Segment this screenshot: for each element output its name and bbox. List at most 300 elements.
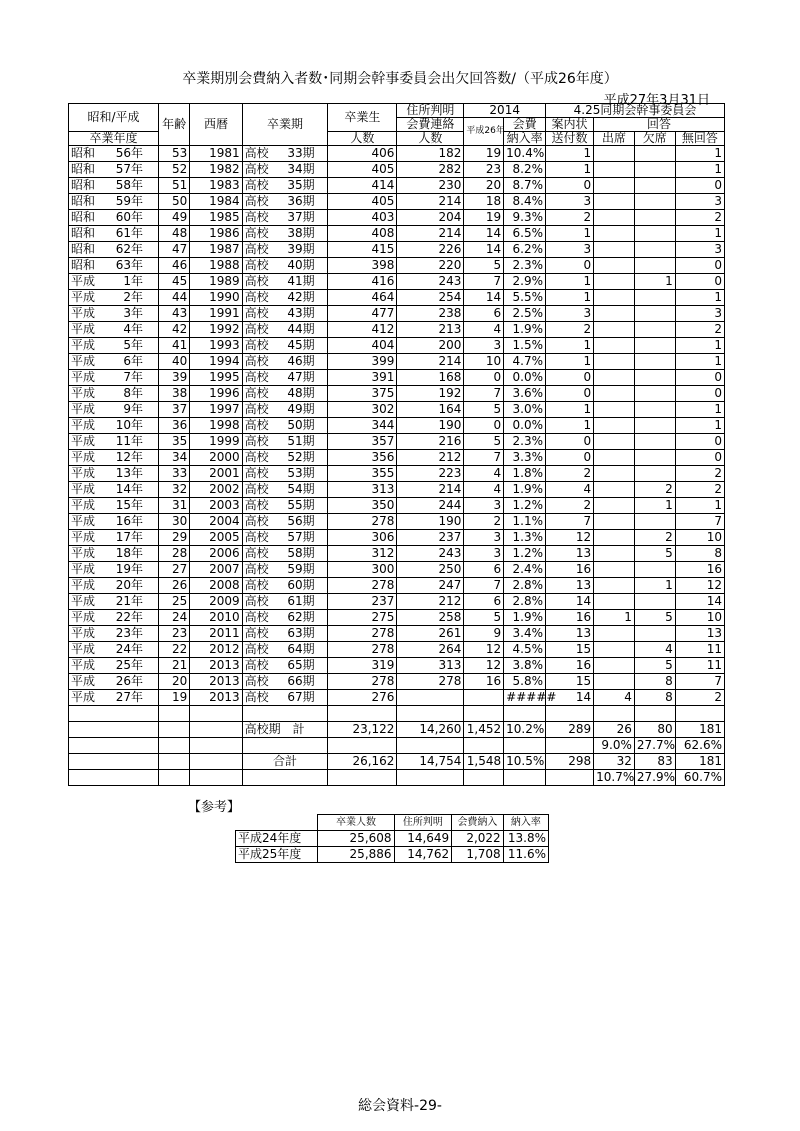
total-grads: 26,162 — [328, 754, 397, 770]
row-era: 平成 — [71, 530, 96, 544]
row-era: 平成 — [71, 546, 96, 560]
row-noanswer: 2 — [675, 482, 724, 498]
row-age: 29 — [158, 530, 189, 546]
row-attend — [594, 370, 635, 386]
row-seireki: 1998 — [190, 418, 242, 434]
row-attend: 1 — [594, 610, 635, 626]
row-seireki: 1981 — [190, 146, 242, 162]
row-term — [242, 386, 328, 402]
row-term-unit: 期 — [302, 226, 315, 240]
document-date: 平成27年3月31日 — [603, 93, 710, 108]
row-term-unit: 期 — [302, 386, 315, 400]
table-row — [69, 498, 725, 514]
total-notice: 298 — [546, 754, 594, 770]
row-attend — [594, 258, 635, 274]
row-year-unit: 年 — [131, 578, 144, 592]
row-noanswer: 1 — [675, 354, 724, 370]
row-rate: 2.8% — [504, 594, 546, 610]
row-year-unit: 年 — [131, 514, 144, 528]
row-paid: 9 — [464, 626, 504, 642]
row-year: 13 — [115, 466, 132, 480]
row-noanswer: 8 — [675, 546, 724, 562]
row-year: 11 — [115, 434, 132, 448]
row-year-unit: 年 — [131, 674, 144, 688]
header-committee: 4.25同期会幹事委員会 — [546, 104, 725, 118]
header-addr-line2: 会費連絡 — [397, 118, 464, 132]
row-grads: 319 — [328, 658, 397, 674]
header-seireki: 西暦 — [190, 104, 242, 146]
table-row — [69, 690, 725, 706]
row-notice: 14 — [546, 594, 594, 610]
row-grads: 404 — [328, 338, 397, 354]
row-school: 高校 — [244, 210, 269, 224]
row-rate: 3.6% — [504, 386, 546, 402]
row-term — [242, 402, 328, 418]
row-attend — [594, 498, 635, 514]
row-addr: 247 — [397, 578, 464, 594]
row-seireki: 1995 — [190, 370, 242, 386]
page-footer: 総会資料-29- — [358, 1098, 442, 1114]
row-addr: 190 — [397, 418, 464, 434]
row-age: 25 — [158, 594, 189, 610]
row-noanswer: 10 — [675, 530, 724, 546]
table-row — [69, 370, 725, 386]
row-era-year — [69, 274, 159, 290]
row-addr: 244 — [397, 498, 464, 514]
row-grads: 350 — [328, 498, 397, 514]
row-noanswer: 0 — [675, 274, 724, 290]
row-year: 21 — [115, 594, 132, 608]
row-absent: 5 — [634, 546, 675, 562]
row-notice: 4 — [546, 482, 594, 498]
row-term-number: 44 — [287, 322, 303, 336]
row-attend — [594, 274, 635, 290]
row-term-unit: 期 — [302, 658, 315, 672]
row-era: 昭和 — [71, 178, 96, 192]
table-row — [69, 338, 725, 354]
row-school: 高校 — [244, 226, 269, 240]
row-term — [242, 242, 328, 258]
row-absent — [634, 210, 675, 226]
row-seireki: 2003 — [190, 498, 242, 514]
row-year-unit: 年 — [131, 690, 144, 704]
row-absent — [634, 178, 675, 194]
row-school: 高校 — [244, 274, 269, 288]
row-addr: 220 — [397, 258, 464, 274]
row-school: 高校 — [244, 594, 269, 608]
row-seireki: 1987 — [190, 242, 242, 258]
row-attend — [594, 466, 635, 482]
row-term-number: 54 — [287, 482, 303, 496]
row-seireki: 1988 — [190, 258, 242, 274]
row-addr: 168 — [397, 370, 464, 386]
total-attend-pct: 10.7% — [594, 770, 635, 786]
row-era-year — [69, 450, 159, 466]
row-noanswer: 2 — [675, 322, 724, 338]
row-year: 59 — [115, 194, 132, 208]
row-absent — [634, 194, 675, 210]
row-noanswer: 1 — [675, 402, 724, 418]
row-era-year — [69, 402, 159, 418]
table-row — [69, 578, 725, 594]
row-paid: 6 — [464, 306, 504, 322]
row-seireki: 2013 — [190, 658, 242, 674]
row-age: 52 — [158, 162, 189, 178]
row-term-unit: 期 — [302, 530, 315, 544]
row-term-unit: 期 — [302, 242, 315, 256]
row-grads: 415 — [328, 242, 397, 258]
row-era-year — [69, 290, 159, 306]
row-term-unit: 期 — [302, 306, 315, 320]
row-rate: 1.2% — [504, 546, 546, 562]
row-school: 高校 — [244, 386, 269, 400]
table-row — [69, 466, 725, 482]
row-term-unit: 期 — [302, 338, 315, 352]
row-age: 33 — [158, 466, 189, 482]
row-grads: 464 — [328, 290, 397, 306]
row-rate: 2.4% — [504, 562, 546, 578]
row-noanswer: 1 — [675, 226, 724, 242]
row-grads: 408 — [328, 226, 397, 242]
row-noanswer: 3 — [675, 242, 724, 258]
table-row — [69, 482, 725, 498]
row-seireki: 1990 — [190, 290, 242, 306]
row-grads: 412 — [328, 322, 397, 338]
row-term-unit: 期 — [302, 210, 315, 224]
row-year-unit: 年 — [131, 434, 144, 448]
row-seireki: 1994 — [190, 354, 242, 370]
row-attend — [594, 162, 635, 178]
row-term — [242, 690, 328, 706]
subtotal-absent: 80 — [634, 722, 675, 738]
row-year-unit: 年 — [131, 402, 144, 416]
row-age: 21 — [158, 658, 189, 674]
row-era-year — [69, 242, 159, 258]
row-school: 高校 — [244, 434, 269, 448]
row-notice: 0 — [546, 450, 594, 466]
row-term — [242, 658, 328, 674]
row-paid: 16 — [464, 674, 504, 690]
row-rate: 2.3% — [504, 434, 546, 450]
row-attend — [594, 642, 635, 658]
row-absent — [634, 466, 675, 482]
row-term-number: 38 — [287, 226, 303, 240]
row-term-unit: 期 — [302, 146, 315, 160]
row-term — [242, 450, 328, 466]
row-addr: 214 — [397, 194, 464, 210]
row-year-unit: 年 — [131, 626, 144, 640]
row-notice: 13 — [546, 626, 594, 642]
row-absent — [634, 626, 675, 642]
row-notice: 15 — [546, 642, 594, 658]
header-notice: 案内状 — [546, 118, 594, 132]
row-era: 平成 — [71, 322, 96, 336]
row-rate: 1.1% — [504, 514, 546, 530]
row-school: 高校 — [244, 498, 269, 512]
row-era-year — [69, 258, 159, 274]
row-era: 昭和 — [71, 146, 96, 160]
row-paid: 7 — [464, 386, 504, 402]
total-noanswer-pct: 60.7% — [675, 770, 724, 786]
row-rate: 3.0% — [504, 402, 546, 418]
reference-header — [236, 815, 549, 831]
row-age: 27 — [158, 562, 189, 578]
row-term-unit: 期 — [302, 674, 315, 688]
row-term-number: 37 — [287, 210, 303, 224]
row-paid: 12 — [464, 658, 504, 674]
row-year: 5 — [123, 338, 132, 352]
row-absent — [634, 290, 675, 306]
row-term-number: 63 — [287, 626, 303, 640]
row-term — [242, 626, 328, 642]
row-term — [242, 226, 328, 242]
row-year-unit: 年 — [131, 546, 144, 560]
row-absent: 8 — [634, 674, 675, 690]
table-row — [69, 162, 725, 178]
row-addr: 264 — [397, 642, 464, 658]
reference-header-paid: 会費納入 — [452, 815, 503, 831]
row-grads: 375 — [328, 386, 397, 402]
row-year: 14 — [115, 482, 132, 496]
row-term-unit: 期 — [302, 690, 315, 704]
row-term — [242, 146, 328, 162]
row-attend — [594, 146, 635, 162]
row-term — [242, 594, 328, 610]
row-attend: 4 — [594, 690, 635, 706]
row-seireki: 2000 — [190, 450, 242, 466]
row-year: 2 — [123, 290, 132, 304]
row-attend — [594, 210, 635, 226]
row-rate: 0.0% — [504, 418, 546, 434]
row-rate: 4.7% — [504, 354, 546, 370]
row-era-year — [69, 690, 159, 706]
row-grads: 355 — [328, 466, 397, 482]
row-absent — [634, 434, 675, 450]
row-year: 57 — [115, 162, 132, 176]
row-paid: 18 — [464, 194, 504, 210]
row-addr: 313 — [397, 658, 464, 674]
row-year: 10 — [115, 418, 132, 432]
row-era-year — [69, 562, 159, 578]
header-absent: 欠席 — [634, 132, 675, 146]
row-addr: 182 — [397, 146, 464, 162]
row-seireki: 1992 — [190, 322, 242, 338]
row-attend — [594, 546, 635, 562]
row-notice: 1 — [546, 418, 594, 434]
row-term-number: 50 — [287, 418, 303, 432]
reference-rate: 13.8% — [503, 831, 548, 847]
row-school: 高校 — [244, 162, 269, 176]
total-absent: 83 — [634, 754, 675, 770]
row-year-unit: 年 — [131, 370, 144, 384]
row-era: 平成 — [71, 482, 96, 496]
row-rate: 2.5% — [504, 306, 546, 322]
row-rate: 8.2% — [504, 162, 546, 178]
row-attend — [594, 242, 635, 258]
reference-paid: 1,708 — [452, 847, 503, 863]
row-notice: 13 — [546, 546, 594, 562]
table-row — [69, 386, 725, 402]
row-term-number: 43 — [287, 306, 303, 320]
row-paid: 3 — [464, 498, 504, 514]
row-year-unit: 年 — [131, 658, 144, 672]
row-school: 高校 — [244, 322, 269, 336]
table-row — [69, 530, 725, 546]
header-grad-year: 卒業年度 — [69, 132, 159, 146]
row-addr: 238 — [397, 306, 464, 322]
row-era-year — [69, 594, 159, 610]
row-year: 16 — [115, 514, 132, 528]
row-school: 高校 — [244, 418, 269, 432]
total-label: 合計 — [242, 754, 328, 770]
table-row — [69, 562, 725, 578]
row-seireki: 2013 — [190, 690, 242, 706]
row-grads: 414 — [328, 178, 397, 194]
row-addr: 216 — [397, 434, 464, 450]
row-era: 平成 — [71, 594, 96, 608]
row-era-year — [69, 178, 159, 194]
row-term-number: 41 — [287, 274, 303, 288]
row-absent: 2 — [634, 530, 675, 546]
row-term-number: 62 — [287, 610, 303, 624]
subtotal-label: 高校期 計 — [242, 722, 328, 738]
row-addr: 212 — [397, 450, 464, 466]
row-addr: 278 — [397, 674, 464, 690]
row-seireki: 2004 — [190, 514, 242, 530]
row-age: 19 — [158, 690, 189, 706]
row-term-number: 55 — [287, 498, 303, 512]
row-term-unit: 期 — [302, 498, 315, 512]
row-notice: 13 — [546, 578, 594, 594]
row-year-unit: 年 — [131, 210, 144, 224]
row-era-year — [69, 322, 159, 338]
row-era: 昭和 — [71, 226, 96, 240]
row-term-number: 67 — [287, 690, 303, 704]
row-school: 高校 — [244, 338, 269, 352]
row-era-year — [69, 658, 159, 674]
row-rate: ##### — [504, 690, 546, 706]
row-addr: 237 — [397, 530, 464, 546]
row-notice: 2 — [546, 498, 594, 514]
row-era: 平成 — [71, 402, 96, 416]
row-era-year — [69, 434, 159, 450]
row-term — [242, 546, 328, 562]
row-term-unit: 期 — [302, 594, 315, 608]
row-notice: 1 — [546, 290, 594, 306]
row-year-unit: 年 — [131, 306, 144, 320]
row-age: 30 — [158, 514, 189, 530]
row-era: 平成 — [71, 690, 96, 704]
row-grads: 356 — [328, 450, 397, 466]
row-addr — [397, 690, 464, 706]
row-absent: 5 — [634, 610, 675, 626]
row-notice: 3 — [546, 194, 594, 210]
row-term-number: 36 — [287, 194, 303, 208]
table-row — [69, 418, 725, 434]
row-rate: 6.5% — [504, 226, 546, 242]
row-year: 62 — [115, 242, 132, 256]
row-year-unit: 年 — [131, 610, 144, 624]
row-term-unit: 期 — [302, 258, 315, 272]
row-attend — [594, 434, 635, 450]
row-addr: 226 — [397, 242, 464, 258]
row-age: 26 — [158, 578, 189, 594]
row-noanswer: 0 — [675, 434, 724, 450]
row-term-unit: 期 — [302, 482, 315, 496]
row-age: 48 — [158, 226, 189, 242]
row-notice: 16 — [546, 658, 594, 674]
row-era: 昭和 — [71, 210, 96, 224]
row-school: 高校 — [244, 242, 269, 256]
row-school: 高校 — [244, 402, 269, 416]
document-title: 卒業期別会費納入者数･同期会幹事委員会出欠回答数/（平成26年度） — [182, 71, 618, 87]
total-rate: 10.5% — [504, 754, 546, 770]
row-seireki: 1984 — [190, 194, 242, 210]
row-age: 34 — [158, 450, 189, 466]
row-paid: 3 — [464, 338, 504, 354]
row-attend — [594, 514, 635, 530]
row-seireki: 1989 — [190, 274, 242, 290]
row-rate: 2.8% — [504, 578, 546, 594]
reference-header-grads: 卒業人数 — [318, 815, 394, 831]
row-year-unit: 年 — [131, 258, 144, 272]
row-term-number: 39 — [287, 242, 303, 256]
row-year: 23 — [115, 626, 132, 640]
row-term — [242, 370, 328, 386]
row-seireki: 1982 — [190, 162, 242, 178]
row-year-unit: 年 — [131, 274, 144, 288]
row-noanswer: 1 — [675, 146, 724, 162]
row-era: 昭和 — [71, 242, 96, 256]
total-noanswer: 181 — [675, 754, 724, 770]
row-year: 9 — [123, 402, 132, 416]
row-year-unit: 年 — [131, 450, 144, 464]
table-row — [69, 290, 725, 306]
row-year: 3 — [123, 306, 132, 320]
row-grads: 300 — [328, 562, 397, 578]
row-age: 53 — [158, 146, 189, 162]
row-term-unit: 期 — [302, 194, 315, 208]
row-era: 平成 — [71, 466, 96, 480]
row-school: 高校 — [244, 258, 269, 272]
row-year-unit: 年 — [131, 530, 144, 544]
total-row — [69, 754, 725, 770]
row-year-unit: 年 — [131, 338, 144, 352]
row-noanswer: 2 — [675, 690, 724, 706]
row-grads: 477 — [328, 306, 397, 322]
row-addr: 192 — [397, 386, 464, 402]
row-seireki: 1999 — [190, 434, 242, 450]
table-row — [69, 594, 725, 610]
row-year: 1 — [123, 274, 132, 288]
row-rate: 10.4% — [504, 146, 546, 162]
row-year: 17 — [115, 530, 132, 544]
row-year-unit: 年 — [131, 290, 144, 304]
row-term-unit: 期 — [302, 354, 315, 368]
row-addr: 214 — [397, 354, 464, 370]
row-term-unit: 期 — [302, 402, 315, 416]
row-era-year — [69, 578, 159, 594]
header-grads-line2: 人数 — [328, 132, 397, 146]
row-age: 38 — [158, 386, 189, 402]
row-notice: 15 — [546, 674, 594, 690]
row-attend — [594, 578, 635, 594]
reference-grads: 25,886 — [318, 847, 394, 863]
row-year: 15 — [115, 498, 132, 512]
row-addr: 243 — [397, 274, 464, 290]
row-age: 51 — [158, 178, 189, 194]
row-seireki: 1983 — [190, 178, 242, 194]
